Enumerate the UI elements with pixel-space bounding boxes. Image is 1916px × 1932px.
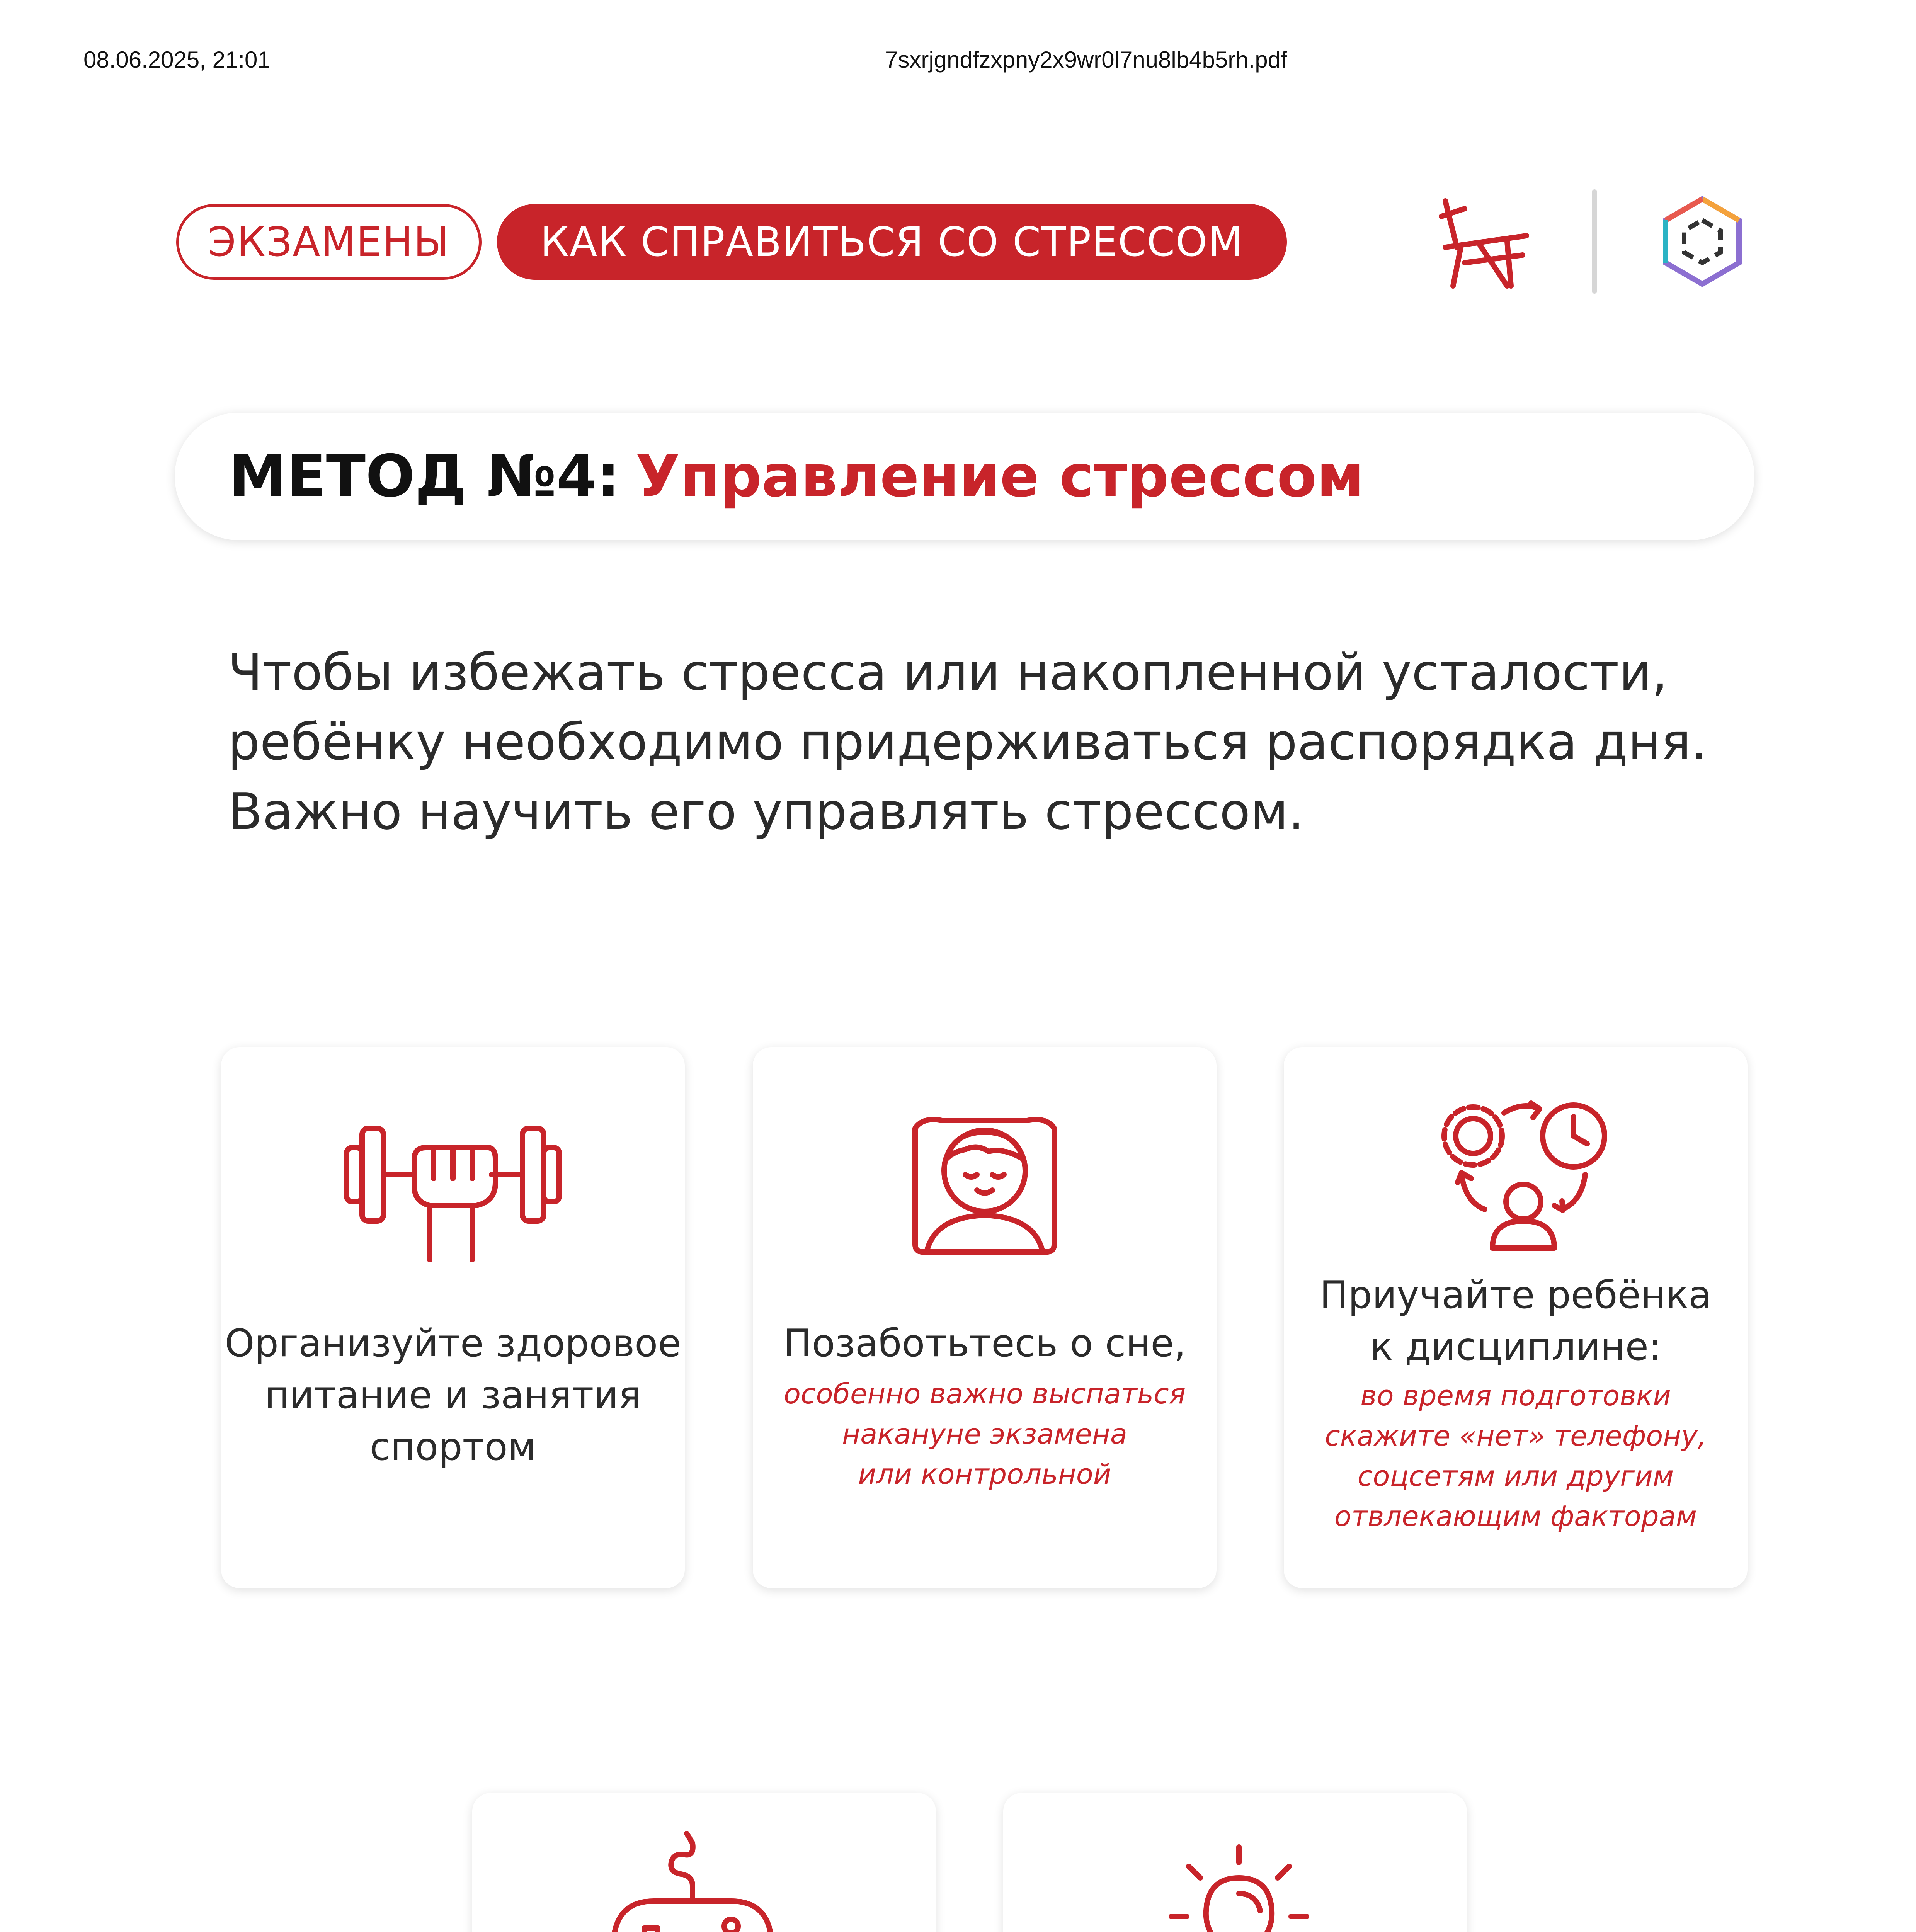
card-sub-text	[1284, 1376, 1748, 1536]
intro-paragraph	[228, 638, 1812, 846]
exams-badge: ЭКЗАМЕНЫ	[176, 204, 482, 280]
discipline-icon	[1438, 1094, 1608, 1252]
card-main-line: спортом	[369, 1425, 536, 1469]
logo-divider	[1592, 189, 1597, 294]
print-filename: 7sxrjgndfzxpny2x9wr0l7nu8lb4b5rh.pdf	[885, 47, 1287, 73]
card-sub-line: скажите «нет» телефону,	[1325, 1420, 1707, 1452]
card-leisure	[472, 1793, 936, 1932]
card-sub-line: накануне экзамена	[842, 1418, 1127, 1450]
gamepad-icon	[607, 1828, 778, 1932]
chair-logo-icon	[1430, 193, 1542, 290]
card-main-line: Позаботьтесь о сне,	[783, 1321, 1186, 1366]
intro-line: Чтобы избежать стресса или накопленной усталости,	[228, 643, 1668, 702]
card-main-line: к дисциплине:	[1370, 1325, 1661, 1369]
card-sub-line: или контрольной	[858, 1458, 1111, 1490]
sleeping-child-icon	[900, 1097, 1070, 1267]
dumbbell-icon	[337, 1101, 569, 1264]
card-main-text	[221, 1318, 685, 1473]
card-main-line: Организуйте здоровое	[225, 1321, 681, 1366]
card-sub-line: особенно важно выспаться	[783, 1378, 1186, 1410]
card-main-line: питание и занятия	[265, 1373, 641, 1417]
intro-line: Важно научить его управлять стрессом.	[228, 782, 1304, 841]
card-main-text	[1284, 1269, 1748, 1373]
hexagon-logo-icon	[1654, 193, 1751, 290]
card-sleep	[753, 1047, 1217, 1588]
topic-badge: КАК СПРАВИТЬСЯ СО СТРЕССОМ	[497, 204, 1287, 280]
intro-line: ребёнку необходимо придерживаться распорядка дня.	[228, 713, 1707, 771]
card-main-line: Приучайте ребёнка	[1319, 1273, 1712, 1317]
lightbulb-icon	[1166, 1843, 1312, 1932]
card-sub-line: во время подготовки	[1360, 1379, 1671, 1412]
card-sub-line: отвлекающим факторам	[1334, 1500, 1697, 1532]
print-datetime: 08.06.2025, 21:01	[83, 47, 271, 73]
card-sub-line: соцсетям или другим	[1357, 1460, 1674, 1492]
method-title: Управление стрессом	[635, 443, 1364, 510]
method-heading	[175, 413, 1754, 540]
card-discipline	[1284, 1047, 1748, 1588]
card-nutrition-sport	[221, 1047, 685, 1588]
card-motivation	[1003, 1793, 1467, 1932]
card-main-text	[753, 1318, 1217, 1369]
method-prefix: МЕТОД №4:	[229, 443, 620, 510]
card-sub-text	[753, 1374, 1217, 1494]
